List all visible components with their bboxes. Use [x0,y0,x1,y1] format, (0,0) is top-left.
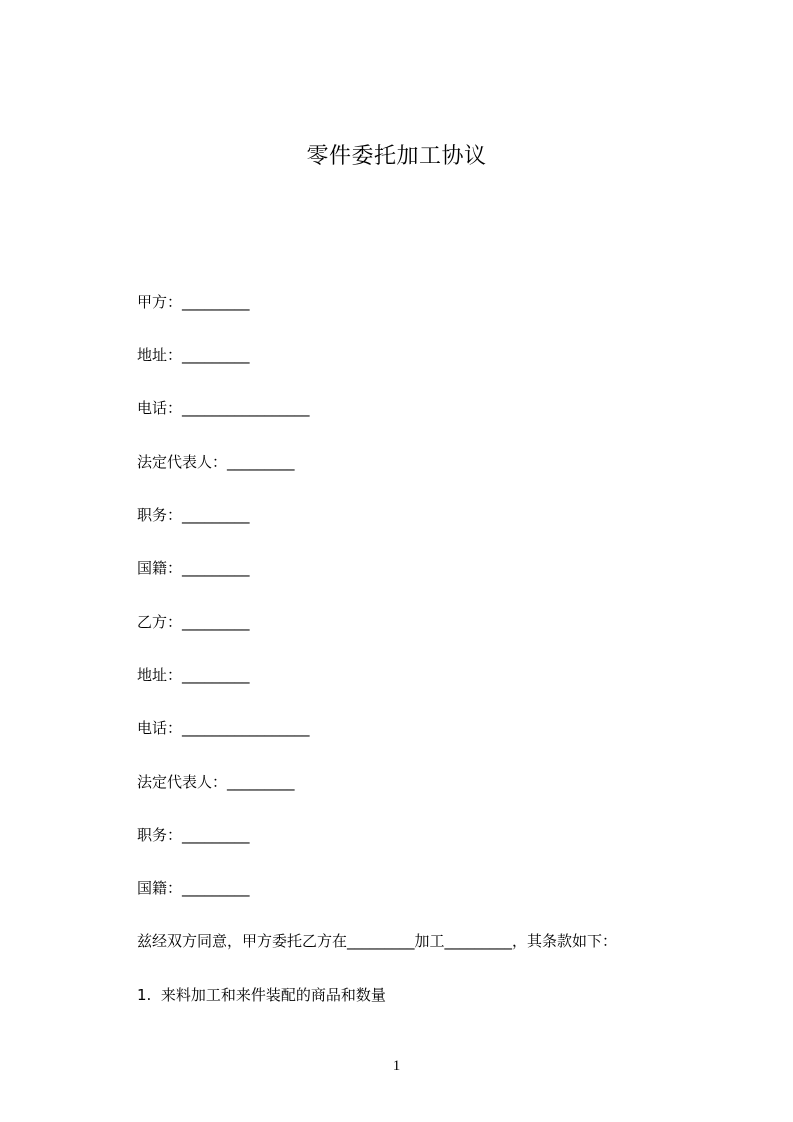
page-number: 1 [392,1058,401,1074]
party-a-legal-rep: 法定代表人：_________ [137,453,295,471]
party-b-legal-rep: 法定代表人：_________ [137,773,295,791]
party-a-address: 地址：_________ [137,346,250,364]
party-b-phone: 电话：_________________ [137,719,310,737]
party-a-phone: 电话：_________________ [137,399,310,417]
party-b-name: 乙方：_________ [137,613,250,631]
party-a-name: 甲方：_________ [137,293,250,311]
agreement-preamble: 兹经双方同意，甲方委托乙方在_________加工_________，其条款如下： [137,932,618,950]
document-title: 零件委托加工协议 [306,144,487,169]
party-a-position: 职务：_________ [137,506,250,524]
party-a-nationality: 国籍：_________ [137,559,250,577]
party-b-position: 职务：_________ [137,826,250,844]
party-b-nationality: 国籍：_________ [137,879,250,897]
party-b-address: 地址：_________ [137,666,250,684]
section-1-heading: 1. 来料加工和来件装配的商品和数量 [137,986,386,1004]
